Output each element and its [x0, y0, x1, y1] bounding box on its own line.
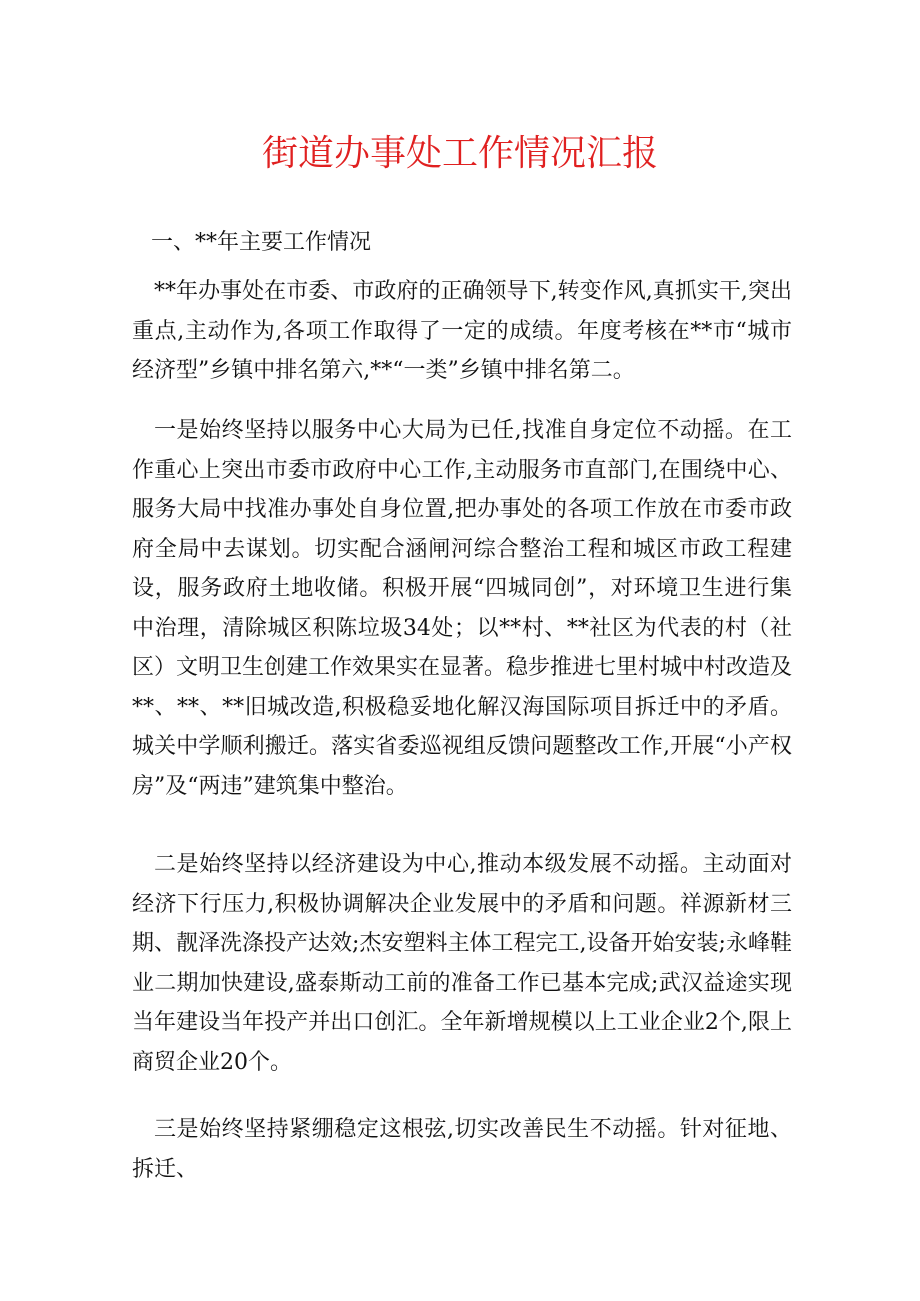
- document-title: 街道办事处工作情况汇报: [261, 133, 658, 174]
- paragraph-point-two: 二是始终坚持以经济建设为中心,推动本级发展不动摇。主动面对经济下行压力,积极协调解决企业发展中的矛盾和问题。祥源新材三期、靓泽洗涤投产达效;杰安塑料主体工程完工,设备开始安装;永峰鞋业二期加快建设,盛泰斯动工前的准备工作已基本完成;武汉益途实现当年建设当年投产并出口创汇。全年新增规模以上工业企业2个,限上商贸企业20个。: [132, 852, 792, 1075]
- paragraph-point-one: 一是始终坚持以服务中心大局为已任,找准自身定位不动摇。在工作重心上突出市委市政府中心工作,主动服务市直部门,在围绕中心、服务大局中找准办事处自身位置,把办事处的各项工作放在市委市政府全局中去谋划。切实配合涵闸河综合整治工程和城区市政工程建设，服务政府土地收储。积极开展“四城同创”，对环境卫生进行集中治理，清除城区积陈垃圾34处；以**村、**社区为代表的村（社区）文明卫生创建工作效果实在显著。稳步推进七里村城中村改造及**、**、**旧城改造,积极稳妥地化解汉海国际项目拆迁中的矛盾。城关中学顺利搬迁。落实省委巡视组反馈问题整改工作,开展“小产权房”及“两违”建筑集中整治。: [132, 418, 793, 799]
- section-heading: 一、**年主要工作情况: [151, 230, 372, 255]
- paragraph-point-three: 三是始终坚持紧绷稳定这根弦,切实改善民生不动摇。针对征地、拆迁、: [132, 1117, 792, 1182]
- paragraph-summary: **年办事处在市委、市政府的正确领导下,转变作风,真抓实干,突出重点,主动作为,各项工作取得了一定的成绩。年度考核在**市“城市经济型”乡镇中排名第六,**“一类”乡镇中排名第二。: [132, 279, 792, 383]
